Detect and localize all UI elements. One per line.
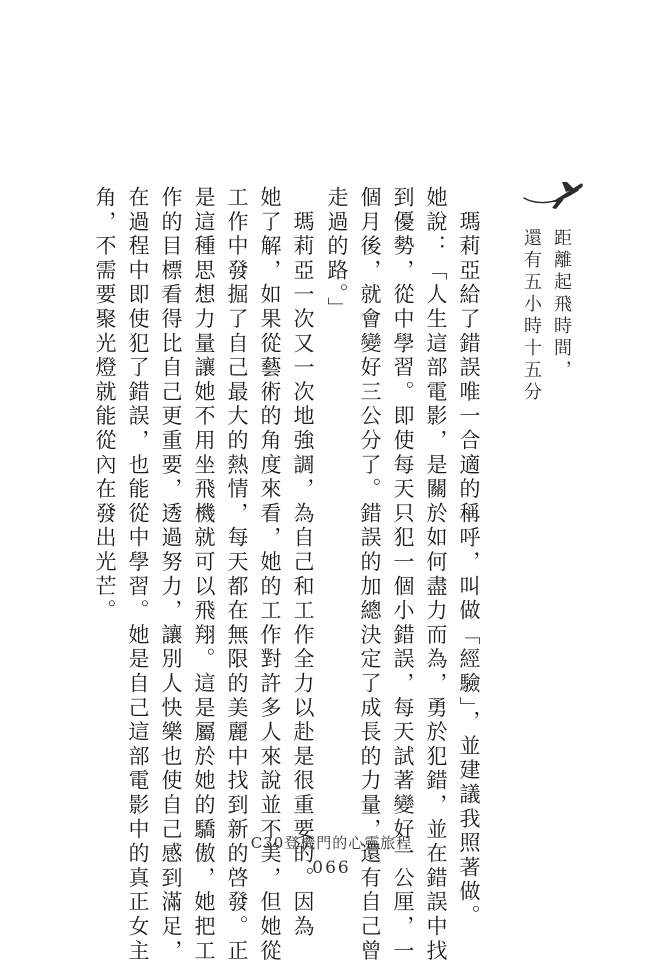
body-text-column: 作的目標看得比自己更重要，透過努力，讓別人快樂也使自己感到滿足， — [159, 186, 183, 964]
body-text-column: 個月後，就會變好三公分了。錯誤的加總決定了成長的力量，還有自己曾 — [358, 186, 382, 964]
body-text-column: 走過的路。」 — [325, 186, 349, 322]
body-text-column: 她說：「人生這部電影，是關於如何盡力而為，勇於犯錯，並在錯誤中找 — [424, 186, 448, 964]
body-text-column: 到優勢，從中學習。即使每天只犯一個小錯誤，每天試著變好一公厘，一 — [391, 186, 415, 964]
book-title-footer: C30登機門的心靈旅程 — [250, 834, 413, 852]
body-text-column: 瑪莉亞一次又一次地強調，為自己和工作全力以赴是很重要的。因為 — [291, 186, 315, 940]
chapter-heading-line-2: 還有五小時十五分 — [521, 228, 542, 404]
body-text-column: 是這種思想力量讓她不用坐飛機就可以飛翔。這是屬於她的驕傲，她把工 — [192, 186, 216, 964]
chapter-heading-line-1: 距離起飛時間， — [551, 228, 572, 382]
body-text-column: 在過程中即使犯了錯誤，也能從中學習。她是自己這部電影中的真正女主 — [126, 186, 150, 964]
page-number: 066 — [312, 858, 351, 878]
body-text-column: 工作中發掘了自己最大的熱情，每天都在無限的美麗中找到新的啓發。正 — [225, 186, 249, 964]
airplane-takeoff-icon — [522, 178, 584, 218]
body-text-column: 她了解，如果從藝術的角度來看，她的工作對許多人來說並不美，但她從 — [258, 186, 282, 964]
body-text-column: 瑪莉亞給了錯誤唯一合適的稱呼，叫做「經驗」，並建議我照著做。 — [457, 186, 481, 929]
body-text-column: 角，不需要聚光燈就能從內在發出光芒。 — [93, 186, 117, 624]
